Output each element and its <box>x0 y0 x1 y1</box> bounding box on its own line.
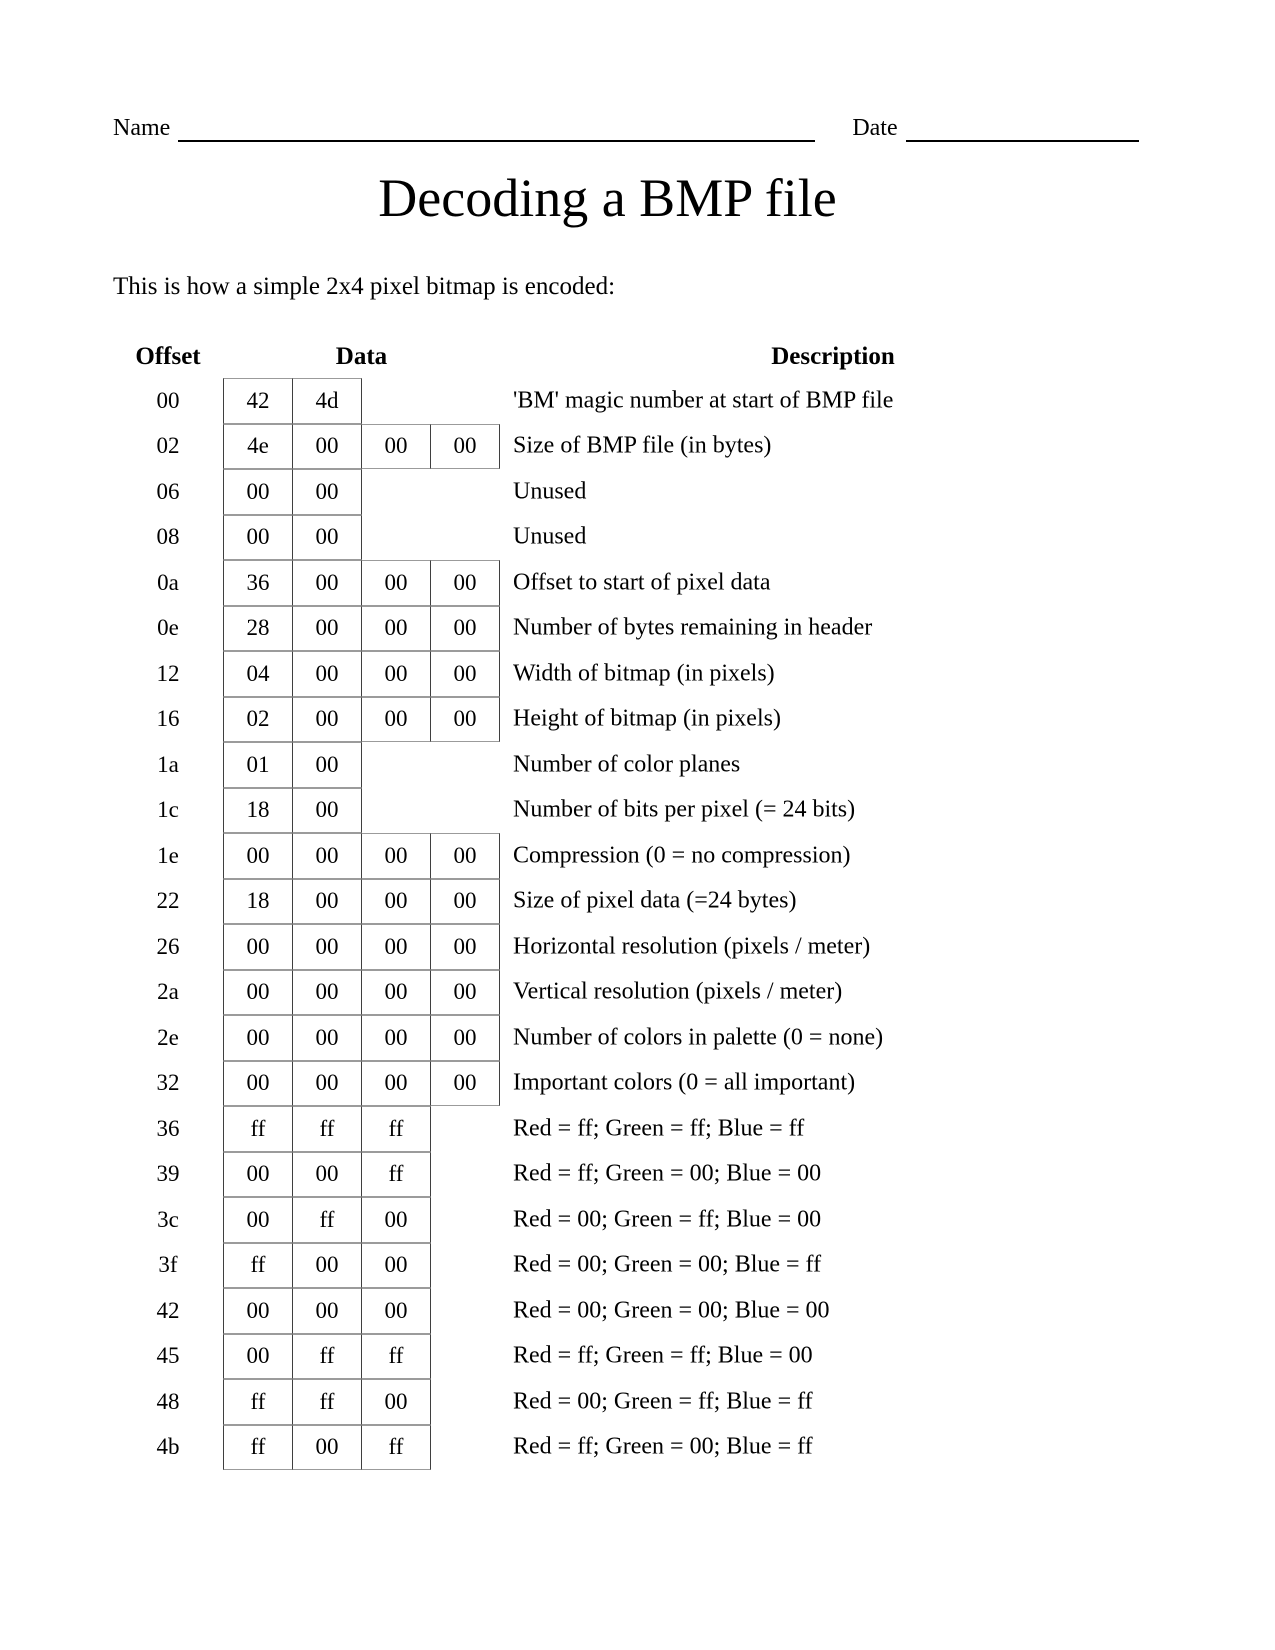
byte-cell: 4e <box>223 424 293 470</box>
row-description: Number of bits per pixel (= 24 bits) <box>513 796 856 823</box>
table-row <box>113 788 1275 834</box>
row-description: Red = ff; Green = ff; Blue = ff <box>513 1115 805 1142</box>
byte-cell: ff <box>223 1379 293 1425</box>
offset-label: 4b <box>156 1434 180 1460</box>
byte-cell: 00 <box>223 970 293 1016</box>
offset-label: 06 <box>156 478 180 504</box>
table-row <box>113 879 1275 925</box>
row-description: Height of bitmap (in pixels) <box>513 705 781 732</box>
byte-cells <box>223 515 362 561</box>
intro-text: This is how a simple 2x4 pixel bitmap is encoded: <box>113 273 616 300</box>
byte-cell: 00 <box>292 1243 362 1289</box>
byte-cells <box>223 378 362 424</box>
byte-cells <box>223 560 500 606</box>
byte-cell: 00 <box>361 697 431 743</box>
byte-cell: 00 <box>361 606 431 652</box>
byte-cell: 00 <box>430 833 500 879</box>
byte-cell: 42 <box>223 378 293 424</box>
offset-label: 0e <box>157 615 179 641</box>
byte-cell: 00 <box>223 1061 293 1107</box>
byte-cell: 00 <box>223 833 293 879</box>
offset-label: 1c <box>157 797 179 823</box>
offset-label: 02 <box>156 433 180 459</box>
offset-label: 39 <box>156 1161 180 1187</box>
row-description: Horizontal resolution (pixels / meter) <box>513 933 871 960</box>
byte-cell: 00 <box>361 651 431 697</box>
byte-cell: 00 <box>361 833 431 879</box>
byte-cells <box>223 606 500 652</box>
byte-cell: 00 <box>361 1197 431 1243</box>
offset-label: 0a <box>157 569 179 595</box>
offset-label: 26 <box>156 933 180 959</box>
byte-cell: 18 <box>223 879 293 925</box>
offset-label: 22 <box>156 888 180 914</box>
byte-cell: 00 <box>361 1288 431 1334</box>
row-description: Red = 00; Green = 00; Blue = ff <box>513 1251 822 1278</box>
byte-cell: 00 <box>292 1061 362 1107</box>
byte-cell: 00 <box>430 924 500 970</box>
byte-cell: 00 <box>292 697 362 743</box>
table-row <box>113 970 1275 1016</box>
byte-cell: 00 <box>430 697 500 743</box>
byte-cells <box>223 1015 500 1061</box>
byte-cell: 00 <box>292 424 362 470</box>
byte-cell: 00 <box>292 833 362 879</box>
name-blank-line <box>178 112 815 142</box>
name-date-line <box>113 112 1145 142</box>
row-description: Red = ff; Green = 00; Blue = 00 <box>513 1160 822 1187</box>
byte-cell: 00 <box>223 515 293 561</box>
byte-cell: 00 <box>292 742 362 788</box>
row-description: Offset to start of pixel data <box>513 569 771 596</box>
row-description: Vertical resolution (pixels / meter) <box>513 978 843 1005</box>
table-row <box>113 1379 1275 1425</box>
offset-label: 3c <box>157 1206 179 1232</box>
byte-cell: ff <box>292 1106 362 1152</box>
table-row <box>113 1015 1275 1061</box>
table-row <box>113 1197 1275 1243</box>
byte-cell: 4d <box>292 378 362 424</box>
row-description: Red = 00; Green = ff; Blue = ff <box>513 1388 813 1415</box>
byte-cell: 00 <box>361 970 431 1016</box>
byte-cell: 00 <box>361 879 431 925</box>
offset-label: 42 <box>156 1297 180 1323</box>
row-description: Red = 00; Green = 00; Blue = 00 <box>513 1297 830 1324</box>
offset-label: 36 <box>156 1115 180 1141</box>
byte-cell: 00 <box>361 1243 431 1289</box>
row-description: Red = ff; Green = 00; Blue = ff <box>513 1433 813 1460</box>
byte-cell: 00 <box>430 606 500 652</box>
row-description: Unused <box>513 478 587 505</box>
byte-cells <box>223 1106 431 1152</box>
byte-cell: 00 <box>223 1015 293 1061</box>
row-description: Size of pixel data (=24 bytes) <box>513 887 797 914</box>
table-row <box>113 424 1275 470</box>
byte-cell: 00 <box>223 1334 293 1380</box>
bmp-structure-table <box>113 342 1275 1470</box>
offset-label: 48 <box>156 1388 180 1414</box>
row-description: 'BM' magic number at start of BMP file <box>513 387 894 414</box>
byte-cell: 00 <box>292 560 362 606</box>
byte-cell: 00 <box>292 469 362 515</box>
date-blank-line <box>906 112 1139 142</box>
byte-cell: ff <box>292 1197 362 1243</box>
byte-cells <box>223 1334 431 1380</box>
table-row <box>113 924 1275 970</box>
byte-cell: 00 <box>292 1015 362 1061</box>
table-row <box>113 697 1275 743</box>
byte-cell: 18 <box>223 788 293 834</box>
byte-cell: 04 <box>223 651 293 697</box>
table-row <box>113 1152 1275 1198</box>
table-row <box>113 378 1275 424</box>
byte-cell: 00 <box>223 1197 293 1243</box>
byte-cell: 00 <box>430 970 500 1016</box>
byte-cells <box>223 1197 431 1243</box>
offset-label: 2a <box>157 979 179 1005</box>
byte-cell: 00 <box>292 606 362 652</box>
byte-cell: ff <box>223 1243 293 1289</box>
byte-cell: 00 <box>361 1379 431 1425</box>
byte-cells <box>223 1152 431 1198</box>
table-row <box>113 606 1275 652</box>
table-header-row <box>113 342 1275 378</box>
row-description: Number of bytes remaining in header <box>513 614 873 641</box>
byte-cells <box>223 970 500 1016</box>
table-row <box>113 560 1275 606</box>
column-header-description: Description <box>771 343 895 370</box>
byte-cell: 00 <box>430 1061 500 1107</box>
row-description: Size of BMP file (in bytes) <box>513 432 772 459</box>
offset-label: 3f <box>158 1252 178 1278</box>
byte-cell: ff <box>223 1425 293 1471</box>
byte-cells <box>223 879 500 925</box>
row-description: Width of bitmap (in pixels) <box>513 660 775 687</box>
table-row <box>113 1425 1275 1471</box>
row-description: Red = 00; Green = ff; Blue = 00 <box>513 1206 822 1233</box>
byte-cell: 00 <box>361 424 431 470</box>
byte-cell: 00 <box>430 1015 500 1061</box>
byte-cell: 00 <box>361 560 431 606</box>
offset-label: 45 <box>156 1343 180 1369</box>
row-description: Red = ff; Green = ff; Blue = 00 <box>513 1342 813 1369</box>
byte-cells <box>223 1425 431 1471</box>
byte-cells <box>223 1061 500 1107</box>
row-description: Compression (0 = no compression) <box>513 842 851 869</box>
row-description: Number of color planes <box>513 751 741 778</box>
table-row <box>113 469 1275 515</box>
byte-cell: 00 <box>361 924 431 970</box>
byte-cell: 00 <box>223 924 293 970</box>
offset-label: 16 <box>156 706 180 732</box>
byte-cells <box>223 742 362 788</box>
table-row <box>113 1288 1275 1334</box>
row-description: Unused <box>513 523 587 550</box>
table-row <box>113 742 1275 788</box>
offset-label: 00 <box>156 387 180 413</box>
byte-cell: 00 <box>292 1152 362 1198</box>
byte-cells <box>223 424 500 470</box>
byte-cell: 00 <box>430 424 500 470</box>
byte-cell: ff <box>361 1106 431 1152</box>
byte-cell: 00 <box>361 1015 431 1061</box>
byte-cells <box>223 1288 431 1334</box>
row-description: Important colors (0 = all important) <box>513 1069 856 1096</box>
table-row <box>113 1243 1275 1289</box>
offset-label: 32 <box>156 1070 180 1096</box>
table-row <box>113 651 1275 697</box>
table-row <box>113 833 1275 879</box>
byte-cell: 00 <box>223 1152 293 1198</box>
byte-cells <box>223 1379 431 1425</box>
byte-cells <box>223 1243 431 1289</box>
column-header-offset: Offset <box>135 343 201 370</box>
date-label: Date <box>852 115 898 141</box>
byte-cell: 00 <box>292 788 362 834</box>
table-row <box>113 515 1275 561</box>
byte-cells <box>223 788 362 834</box>
page-title: Decoding a BMP file <box>378 168 837 228</box>
byte-cell: 00 <box>292 1425 362 1471</box>
byte-cell: ff <box>223 1106 293 1152</box>
byte-cell: 00 <box>430 560 500 606</box>
byte-cell: 00 <box>223 1288 293 1334</box>
byte-cell: 01 <box>223 742 293 788</box>
bmp-table-rows <box>113 378 1275 1470</box>
byte-cell: 00 <box>361 1061 431 1107</box>
table-row <box>113 1061 1275 1107</box>
offset-label: 12 <box>156 660 180 686</box>
byte-cell: 00 <box>430 651 500 697</box>
offset-label: 08 <box>156 524 180 550</box>
table-row <box>113 1334 1275 1380</box>
name-label: Name <box>113 115 171 141</box>
byte-cell: 02 <box>223 697 293 743</box>
byte-cell: 00 <box>292 651 362 697</box>
byte-cell: 00 <box>292 515 362 561</box>
byte-cells <box>223 651 500 697</box>
offset-label: 1e <box>157 842 179 868</box>
byte-cell: ff <box>361 1425 431 1471</box>
byte-cell: 00 <box>430 879 500 925</box>
byte-cell: ff <box>361 1334 431 1380</box>
byte-cell: ff <box>292 1379 362 1425</box>
row-description: Number of colors in palette (0 = none) <box>513 1024 884 1051</box>
column-header-data: Data <box>335 343 388 370</box>
byte-cell: 00 <box>292 970 362 1016</box>
byte-cell: 00 <box>292 879 362 925</box>
byte-cell: ff <box>292 1334 362 1380</box>
byte-cell: 28 <box>223 606 293 652</box>
byte-cell: 36 <box>223 560 293 606</box>
byte-cell: ff <box>361 1152 431 1198</box>
byte-cell: 00 <box>292 924 362 970</box>
offset-label: 1a <box>157 751 179 777</box>
byte-cell: 00 <box>223 469 293 515</box>
offset-label: 2e <box>157 1024 179 1050</box>
byte-cells <box>223 469 362 515</box>
table-row <box>113 1106 1275 1152</box>
byte-cells <box>223 833 500 879</box>
byte-cell: 00 <box>292 1288 362 1334</box>
byte-cells <box>223 697 500 743</box>
byte-cells <box>223 924 500 970</box>
